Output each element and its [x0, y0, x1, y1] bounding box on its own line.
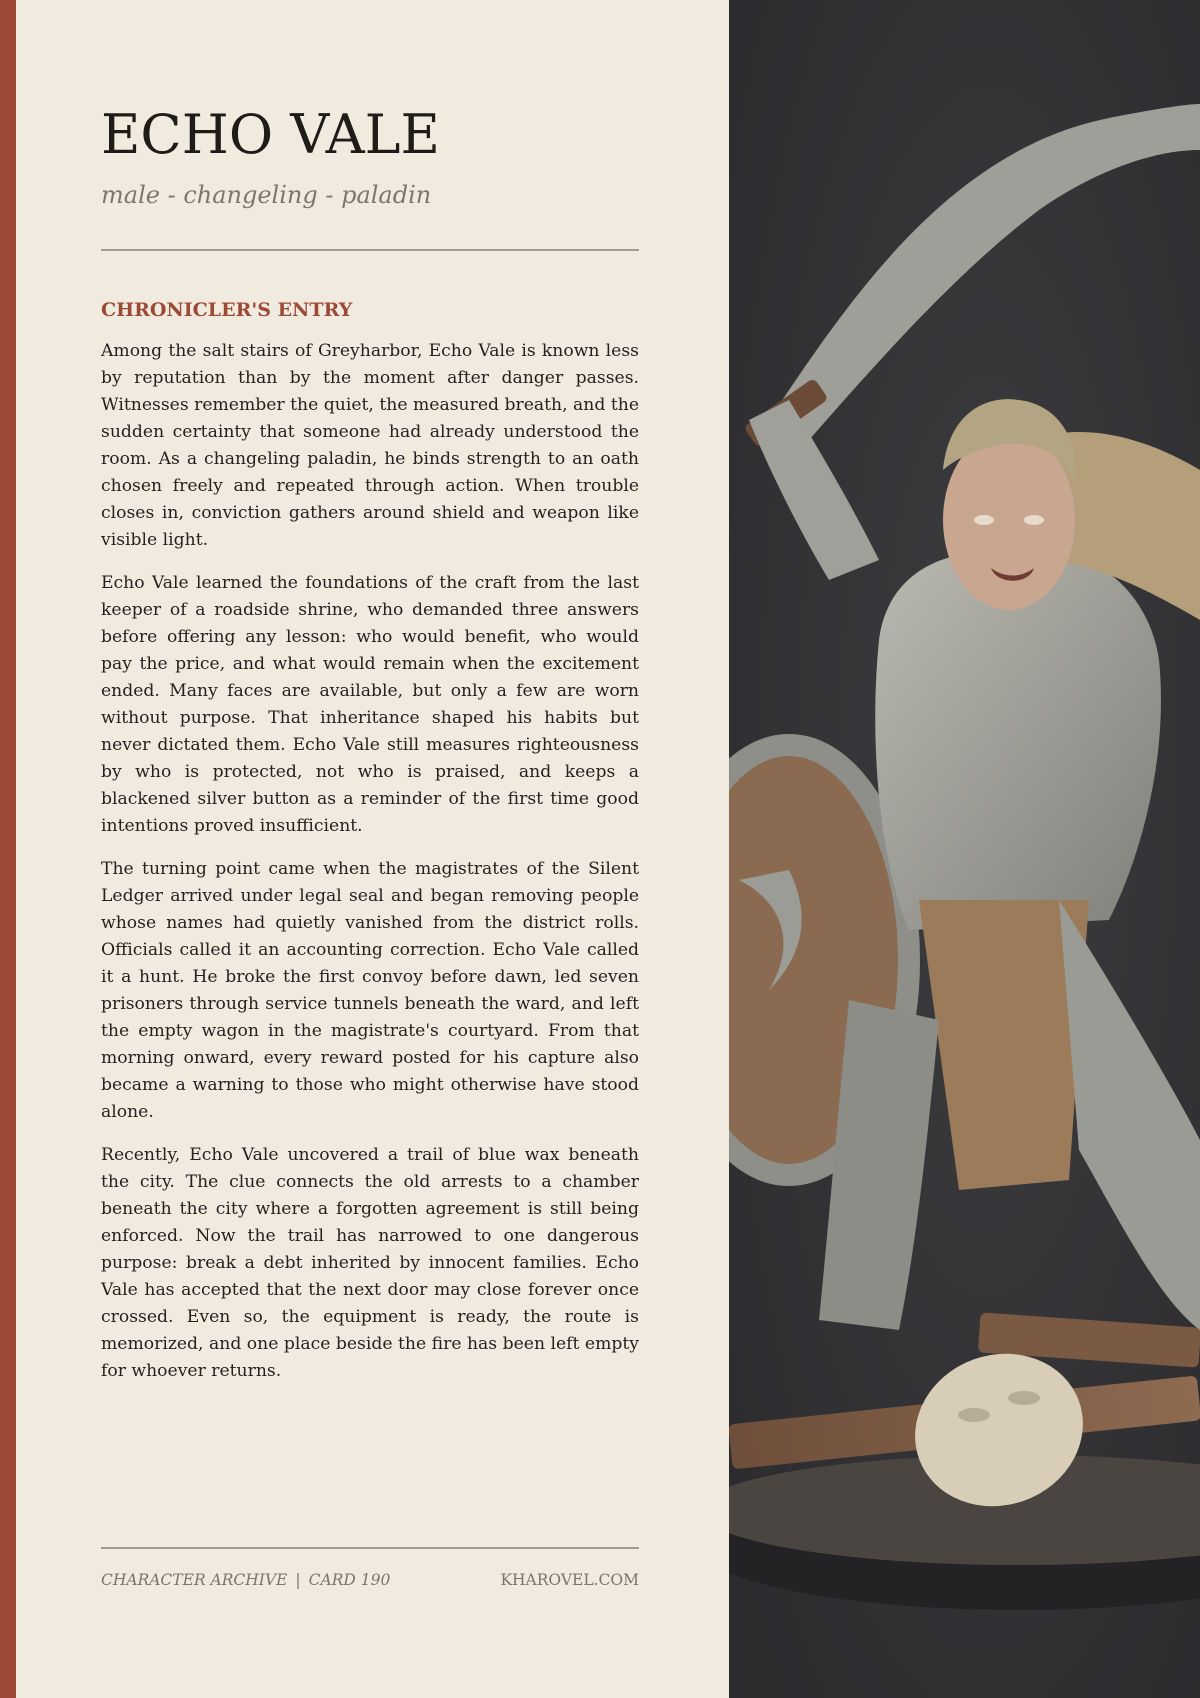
footer-card-number: CARD 190 — [308, 1571, 391, 1589]
mask-eye-left — [958, 1408, 990, 1422]
character-subtitle: male - changeling - paladin — [101, 181, 432, 209]
mask-eye-right — [1008, 1391, 1040, 1405]
footer-archive-label: CHARACTER ARCHIVE — [101, 1571, 288, 1589]
divider-bottom — [101, 1547, 639, 1549]
eye-left — [974, 515, 994, 525]
chronicle-paragraph-3: The turning point came when the magistrates of the Silent Ledger arrived under legal seal and began removing people whose names had quietly vanished from the district rolls. Officials called it an accounting correction. Echo Vale called it a hunt. He broke the first convoy before dawn, led seven prisoners through service tunnels beneath the ward, and left the empty wagon in the magistrate's courtyard. From that morning onward, every reward posted for his capture also became a warning to those who might otherwise have stood alone. — [101, 859, 639, 1122]
chronicle-body — [101, 338, 639, 1401]
accent-bar — [0, 0, 16, 1698]
footer-archive — [101, 1569, 390, 1591]
chronicle-paragraph-2: Echo Vale learned the foundations of the craft from the last keeper of a roadside shrine, who demanded three answers before offering any lesson: who would benefit, who would pay the price, and what would remain when the excitement ended. Many faces are available, but only a few are worn without purpose. That inheritance shaped his habits but never dictated them. Echo Vale still measures righteousness by who is protected, not who is praised, and keeps a blackened silver button as a reminder of the first time good intentions proved insufficient. — [101, 573, 639, 836]
footer-separator: | — [295, 1571, 301, 1589]
chronicle-paragraph-1: Among the salt stairs of Greyharbor, Echo Vale is known less by reputation than by the moment after danger passes. Witnesses remember the quiet, the measured breath, and the sudden certainty that someone had already understood the room. As a changeling paladin, he binds strength to an oath chosen freely and repeated through action. When trouble closes in, conviction gathers around shield and weapon like visible light. — [101, 341, 639, 550]
divider-top — [101, 249, 639, 251]
eye-right — [1024, 515, 1044, 525]
footer-site: KHAROVEL.COM — [500, 1571, 639, 1589]
section-heading: CHRONICLER'S ENTRY — [101, 299, 353, 321]
miniature-illustration — [729, 0, 1200, 1698]
chest-armor — [875, 553, 1161, 930]
character-miniature-image — [729, 0, 1200, 1698]
character-name: ECHO VALE — [101, 103, 440, 166]
chronicle-paragraph-4: Recently, Echo Vale uncovered a trail of blue wax beneath the city. The clue connects the old arrests to a chamber beneath the city where a forgotten agreement is still being enforced. Now the trail has narrowed to one dangerous purpose: break a debt inherited by innocent families. Echo Vale has accepted that the next door may close forever once crossed. Even so, the equipment is ready, the route is memorized, and one place beside the fire has been left empty for whoever returns. — [101, 1145, 639, 1381]
